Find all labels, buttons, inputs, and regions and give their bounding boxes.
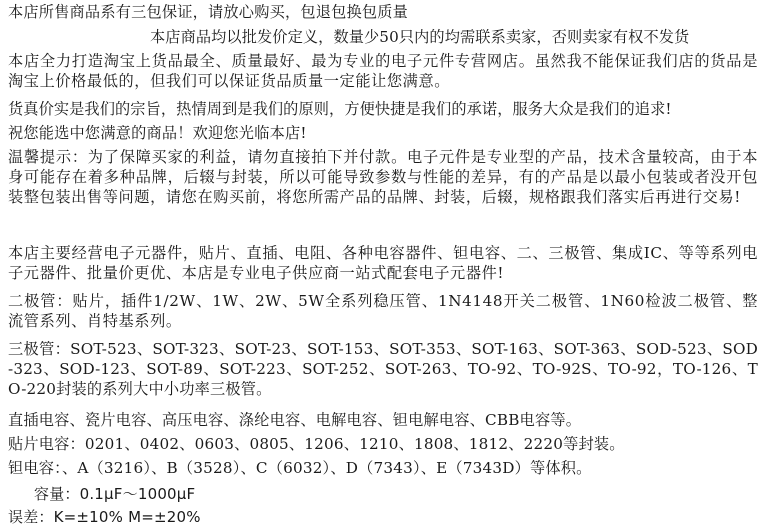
capacitance-range-line: 容量：0.1μF～1000μF [34,485,196,503]
store-intro-paragraph: 本店全力打造淘宝上货品最全、质量最好、最为专业的电子元件专营网店。虽然我不能保证我们店的货品是淘宝上价格最低的，但我们可以保证货品质量一定能让您满意。 [8,52,758,90]
main-business-paragraph: 本店主要经营电子元器件，贴片、直插、电阻、各种电容器件、钽电容、二、三极管、集成IC、等等系列电子元器件、批量价更优、本店是专业电子供应商一站式配套电子元器件! [8,244,758,282]
diode-paragraph: 二极管：贴片，插件1/2W、1W、2W、5W全系列稳压管、1N4148开关二极管、1N60检波二极管、整流管系列、肖特基系列。 [8,292,758,330]
guarantee-line: 本店所售商品系有三包保证，请放心购买，包退包换包质量 [8,3,409,21]
transistor-paragraph: 三极管：SOT-523、SOT-323、SOT-23、SOT-153、SOT-353、SOT-163、SOT-363、SOD-523、SOD-323、SOD-123、SOT-89、SOT-223、SOT-252、SOT-263、TO-92、TO-92S、TO-92，TO-126、TO-220封装的系列大中小功率三极管。 [8,340,758,398]
wholesale-price-notice: 本店商品均以批发价定义，数量少50只内的均需联系卖家，否则卖家有权不发货 [150,28,690,46]
welcome-line: 祝您能选中您满意的商品！欢迎您光临本店! [8,124,307,142]
through-hole-capacitor-line: 直插电容、瓷片电容、高压电容、涤纶电容、电解电容、钽电解电容、CBB电容等。 [8,411,582,429]
store-motto-line: 货真价实是我们的宗旨，热情周到是我们的原则，方便快捷是我们的承诺，服务大众是我们的追求! [8,100,672,118]
smd-capacitor-line: 贴片电容：0201、0402、0603、0805、1206、1210、1808、1812、2220等封装。 [8,435,625,453]
tolerance-line: 误差：K=±10% M=±20% [8,508,201,526]
warm-tips-paragraph: 温馨提示：为了保障买家的利益，请勿直接拍下并付款。电子元件是专业型的产品，技术含量较高，由于本身可能存在着多种品牌，后辍与封装，所以可能导致参数与性能的差异，有的产品是以最小包装或者没开包装整包装出售等问题，请您在购买前，将您所需产品的品牌、封装，后辍，规格跟我们落实后再进行交易! [8,148,758,206]
tantalum-capacitor-line: 钽电容：、A（3216）、B（3528）、C（6032）、D（7343）、E（7343D）等体积。 [8,459,592,477]
